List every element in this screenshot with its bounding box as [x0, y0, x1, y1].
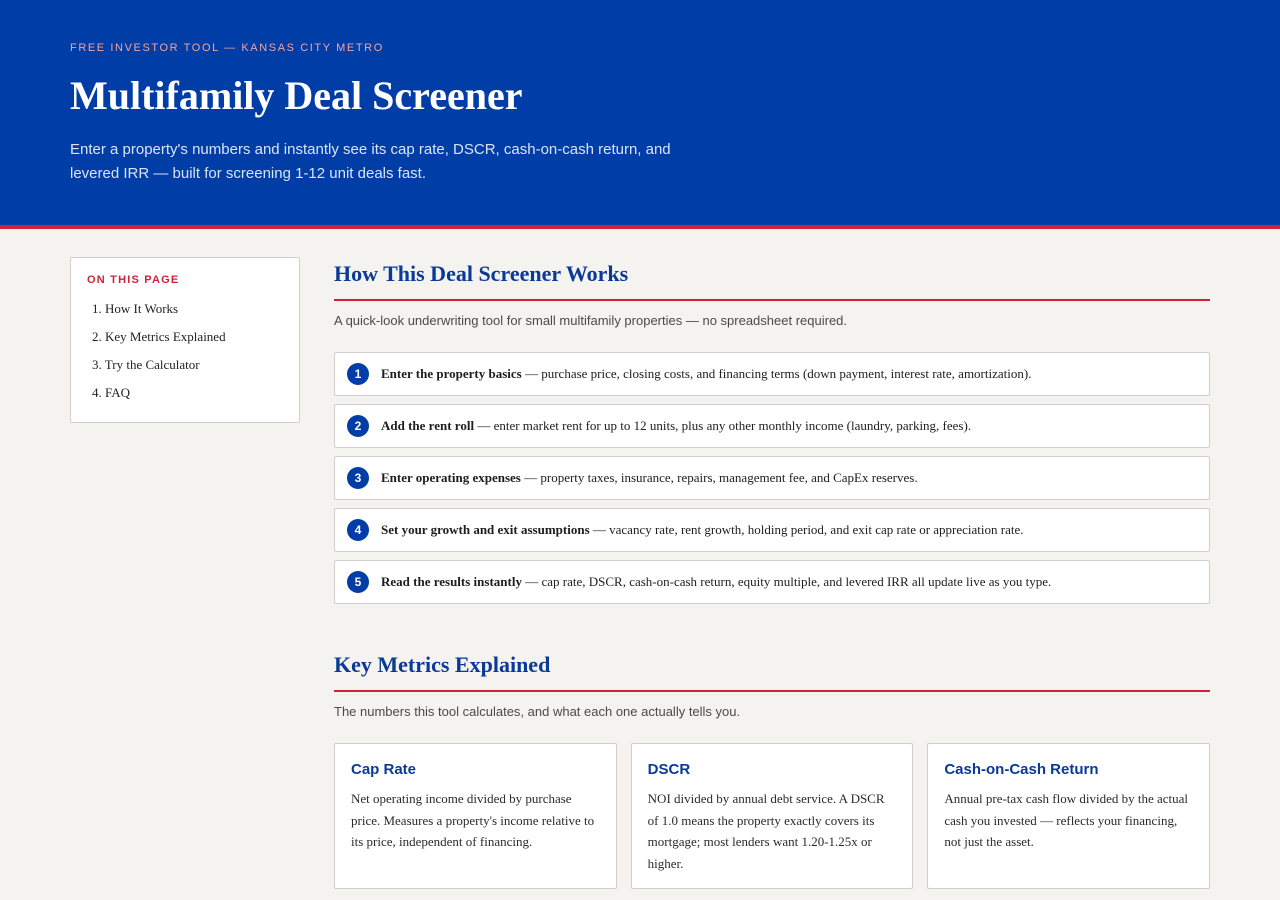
section-title-key-metrics: Key Metrics Explained	[334, 652, 1210, 692]
metric-card-title: DSCR	[647, 761, 691, 778]
toc-list	[87, 295, 283, 407]
step-text	[381, 522, 1024, 538]
toc-item-how-it-works	[87, 295, 283, 323]
toc-link-calculator[interactable]: 3. Try the Calculator	[92, 357, 200, 372]
hero-eyebrow: FREE INVESTOR TOOL — KANSAS CITY METRO	[70, 42, 384, 54]
step-heading: Read the results instantly	[381, 574, 522, 589]
step-heading: Set your growth and exit assumptions	[381, 522, 590, 537]
metric-cards	[334, 743, 1210, 889]
metric-card-text: Net operating income divided by purchase price. Measures a property's income relative to its price, independent of financing.	[351, 791, 595, 849]
metric-card-cap-rate	[334, 743, 617, 889]
step-description: — enter market rent for up to 12 units, plus any other monthly income (laundry, parking, fees).	[474, 418, 972, 433]
step-description: — vacancy rate, rent growth, holding period, and exit cap rate or appreciation rate.	[589, 522, 1024, 537]
toc-link-how-it-works[interactable]: 1. How It Works	[92, 301, 179, 316]
section-key-metrics	[334, 652, 1210, 889]
table-of-contents	[70, 257, 300, 423]
section-title-how-it-works: How This Deal Screener Works	[334, 261, 1210, 301]
step-number-badge: 4	[347, 519, 369, 541]
step-text	[381, 574, 1051, 590]
metric-card-dscr	[631, 743, 914, 889]
step-item	[334, 560, 1210, 604]
step-text	[381, 366, 1031, 382]
step-heading: Enter operating expenses	[381, 470, 521, 485]
hero-description: Enter a property's numbers and instantly see its cap rate, DSCR, cash-on-cash return, and levered IRR — built for screening 1-12 unit deals fast.	[70, 141, 671, 182]
step-description: — cap rate, DSCR, cash-on-cash return, equity multiple, and levered IRR all update live as you type.	[521, 574, 1052, 589]
section-subtitle-how-it-works: A quick-look underwriting tool for small multifamily properties — no spreadsheet required.	[334, 313, 848, 328]
step-number-badge: 5	[347, 571, 369, 593]
toc-link-faq[interactable]: 4. FAQ	[92, 385, 131, 400]
section-subtitle-key-metrics: The numbers this tool calculates, and what each one actually tells you.	[334, 704, 741, 719]
metric-card-title: Cash-on-Cash Return	[944, 761, 1099, 778]
metric-card-text: NOI divided by annual debt service. A DSCR of 1.0 means the property exactly covers its mortgage; most lenders want 1.20-1.25x or higher.	[647, 791, 885, 871]
metric-card-title: Cap Rate	[351, 761, 417, 778]
step-text	[381, 470, 918, 486]
metric-card-cash-on-cash	[927, 743, 1210, 889]
section-how-it-works	[334, 261, 1210, 612]
step-item	[334, 508, 1210, 552]
toc-item-faq	[87, 379, 283, 407]
toc-item-key-metrics	[87, 323, 283, 351]
toc-link-key-metrics[interactable]: 2. Key Metrics Explained	[92, 329, 226, 344]
step-description: — property taxes, insurance, repairs, management fee, and CapEx reserves.	[520, 470, 918, 485]
steps-list	[334, 352, 1210, 604]
hero-banner	[0, 0, 1280, 229]
page-title: Multifamily Deal Screener	[70, 73, 523, 118]
step-item	[334, 352, 1210, 396]
toc-item-calculator	[87, 351, 283, 379]
step-description: — purchase price, closing costs, and financing terms (down payment, interest rate, amortization).	[521, 366, 1032, 381]
metric-card-text: Annual pre-tax cash flow divided by the actual cash you invested — reflects your financing, not just the asset.	[944, 791, 1189, 849]
step-heading: Add the rent roll	[381, 418, 475, 433]
step-heading: Enter the property basics	[381, 366, 522, 381]
step-item	[334, 456, 1210, 500]
step-number-badge: 1	[347, 363, 369, 385]
step-number-badge: 3	[347, 467, 369, 489]
step-item	[334, 404, 1210, 448]
step-number-badge: 2	[347, 415, 369, 437]
step-text	[381, 418, 971, 434]
toc-title: ON THIS PAGE	[87, 274, 180, 286]
